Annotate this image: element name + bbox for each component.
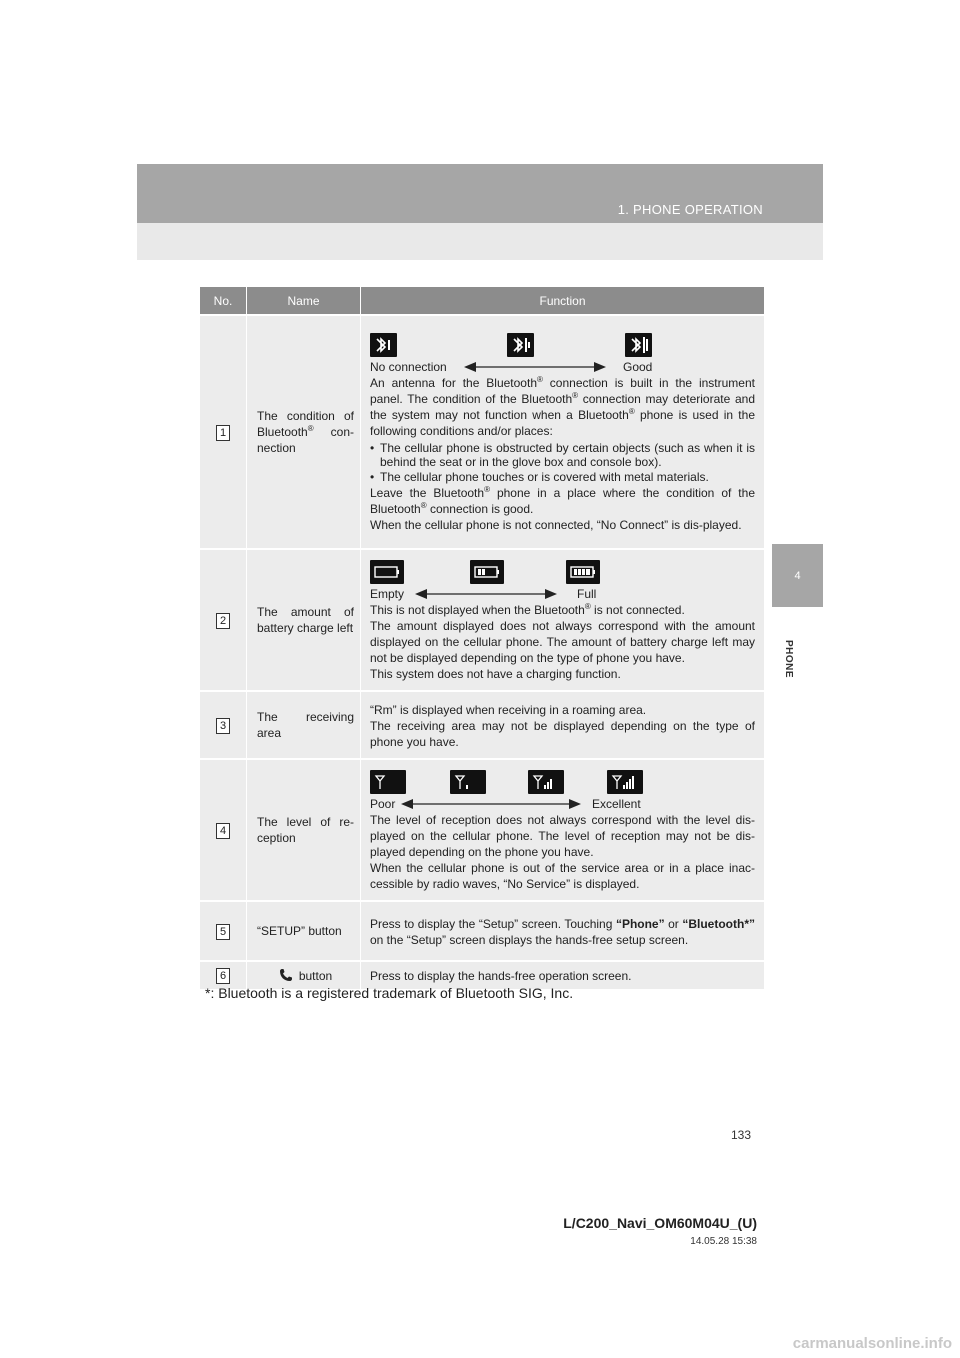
bluetooth-signal-icon <box>507 333 534 357</box>
scale-left-label: No connection <box>370 360 447 374</box>
footnote: *: Bluetooth is a registered trademark of Bluetooth SIG, Inc. <box>205 985 574 1001</box>
scale-right-label: Excellent <box>592 797 641 811</box>
double-arrow-icon <box>464 361 606 373</box>
row-paragraph: “Rm” is displayed when receiving in a roaming area. <box>370 703 647 717</box>
header-subbar <box>137 223 823 260</box>
watermark: carmanualsonline.info <box>792 1335 952 1352</box>
row-function <box>361 691 765 759</box>
bullet-list <box>370 441 755 484</box>
chapter-tab <box>772 544 823 607</box>
table-row <box>200 315 764 549</box>
scale-left-label: Poor <box>370 797 396 811</box>
row-function <box>361 901 765 961</box>
battery-level-icon <box>566 560 600 584</box>
document-timestamp: 14.05.28 15:38 <box>690 1236 757 1247</box>
reception-bars-icon <box>607 770 643 794</box>
row-number: 3 <box>216 718 230 734</box>
strength-scale <box>370 359 755 375</box>
row-number: 4 <box>216 823 230 839</box>
row-paragraph: The amount displayed does not always correspond with the amount displayed on the cellular phone. The amount of battery charge left may not be displayed depending on the type of phone you have. <box>370 619 755 665</box>
row-paragraph: The level of reception does not always correspond with the level dis-played on the cellular phone. The level of reception may not be dis-played depending on the phone you have. <box>370 813 755 859</box>
col-header-function: Function <box>361 287 765 315</box>
row-paragraph: An antenna for the Bluetooth® connection is built in the instrument panel. The condition of the Bluetooth® connection may deteriorate and the system may not function when a Bluetooth® phone is used in the following conditions and/or places: <box>370 375 755 438</box>
row-function <box>361 315 765 549</box>
battery-level-icon <box>370 560 404 584</box>
reception-bars-icon <box>450 770 486 794</box>
charge-scale <box>370 586 755 602</box>
row-paragraph: This is not displayed when the Bluetooth® is not connected. <box>370 602 685 617</box>
row-number: 2 <box>216 613 230 629</box>
col-header-name: Name <box>247 287 361 315</box>
row-name: The level of re-ception <box>247 759 361 901</box>
row-name: The condition of Bluetooth® con-nection <box>247 315 361 549</box>
section-title: 1. PHONE OPERATION <box>617 202 763 217</box>
row-function <box>361 759 765 901</box>
row-paragraph: Leave the Bluetooth® phone in a place where the condition of the Bluetooth® connection is good. <box>370 485 755 516</box>
table-row <box>200 549 764 691</box>
chapter-number: 4 <box>794 570 801 582</box>
list-item: • The cellular phone is obstructed by certain objects (such as when it is behind the seat or in the glove box and console box). <box>370 441 755 469</box>
bluetooth-signal-icon <box>625 333 652 357</box>
row-name: “SETUP” button <box>247 901 361 961</box>
chapter-label: PHONE <box>783 640 794 679</box>
reception-icon-strip <box>370 770 755 794</box>
row-number: 1 <box>216 425 230 441</box>
phone-handset-icon <box>279 968 293 982</box>
function-table <box>200 287 764 989</box>
bluetooth-signal-icon <box>370 333 397 357</box>
table-row <box>200 691 764 759</box>
row-paragraph: This system does not have a charging function. <box>370 667 621 681</box>
reception-bars-icon <box>528 770 564 794</box>
scale-left-label: Empty <box>370 587 405 601</box>
header-bar <box>137 164 823 223</box>
row-function: Press to display the hands-free operation screen. <box>361 961 765 989</box>
double-arrow-icon <box>401 798 581 810</box>
row-function <box>361 549 765 691</box>
bluetooth-icon-strip <box>370 333 755 357</box>
reception-scale <box>370 796 755 812</box>
scale-right-label: Full <box>577 587 597 601</box>
row-paragraph: Press to display the “Setup” screen. Touching “Phone” or “Bluetooth*” on the “Setup” screen displays the hands-free setup screen. <box>370 917 755 947</box>
row-name: The receiving area <box>247 691 361 759</box>
battery-level-icon <box>470 560 504 584</box>
scale-right-label: Good <box>623 360 653 374</box>
document-id: L/C200_Navi_OM60M04U_(U) <box>563 1215 757 1231</box>
table-row <box>200 759 764 901</box>
col-header-no: No. <box>200 287 247 315</box>
row-name: button <box>247 961 361 989</box>
row-paragraph: When the cellular phone is out of the service area or in a place inac-cessible by radio waves, “No Service” is displayed. <box>370 861 755 891</box>
row-number: 5 <box>216 924 230 940</box>
list-item: • The cellular phone touches or is covered with metal materials. <box>370 470 755 484</box>
row-paragraph: The receiving area may not be displayed depending on the type of phone you have. <box>370 719 755 749</box>
row-paragraph: When the cellular phone is not connected, “No Connect” is dis-played. <box>370 518 742 532</box>
battery-icon-strip <box>370 560 755 584</box>
double-arrow-icon <box>415 588 557 600</box>
page-number: 133 <box>731 1128 752 1142</box>
table-row <box>200 901 764 961</box>
reception-bars-icon <box>370 770 406 794</box>
row-name: The amount of battery charge left <box>247 549 361 691</box>
row-number: 6 <box>216 968 230 984</box>
table-header-row <box>200 287 764 315</box>
